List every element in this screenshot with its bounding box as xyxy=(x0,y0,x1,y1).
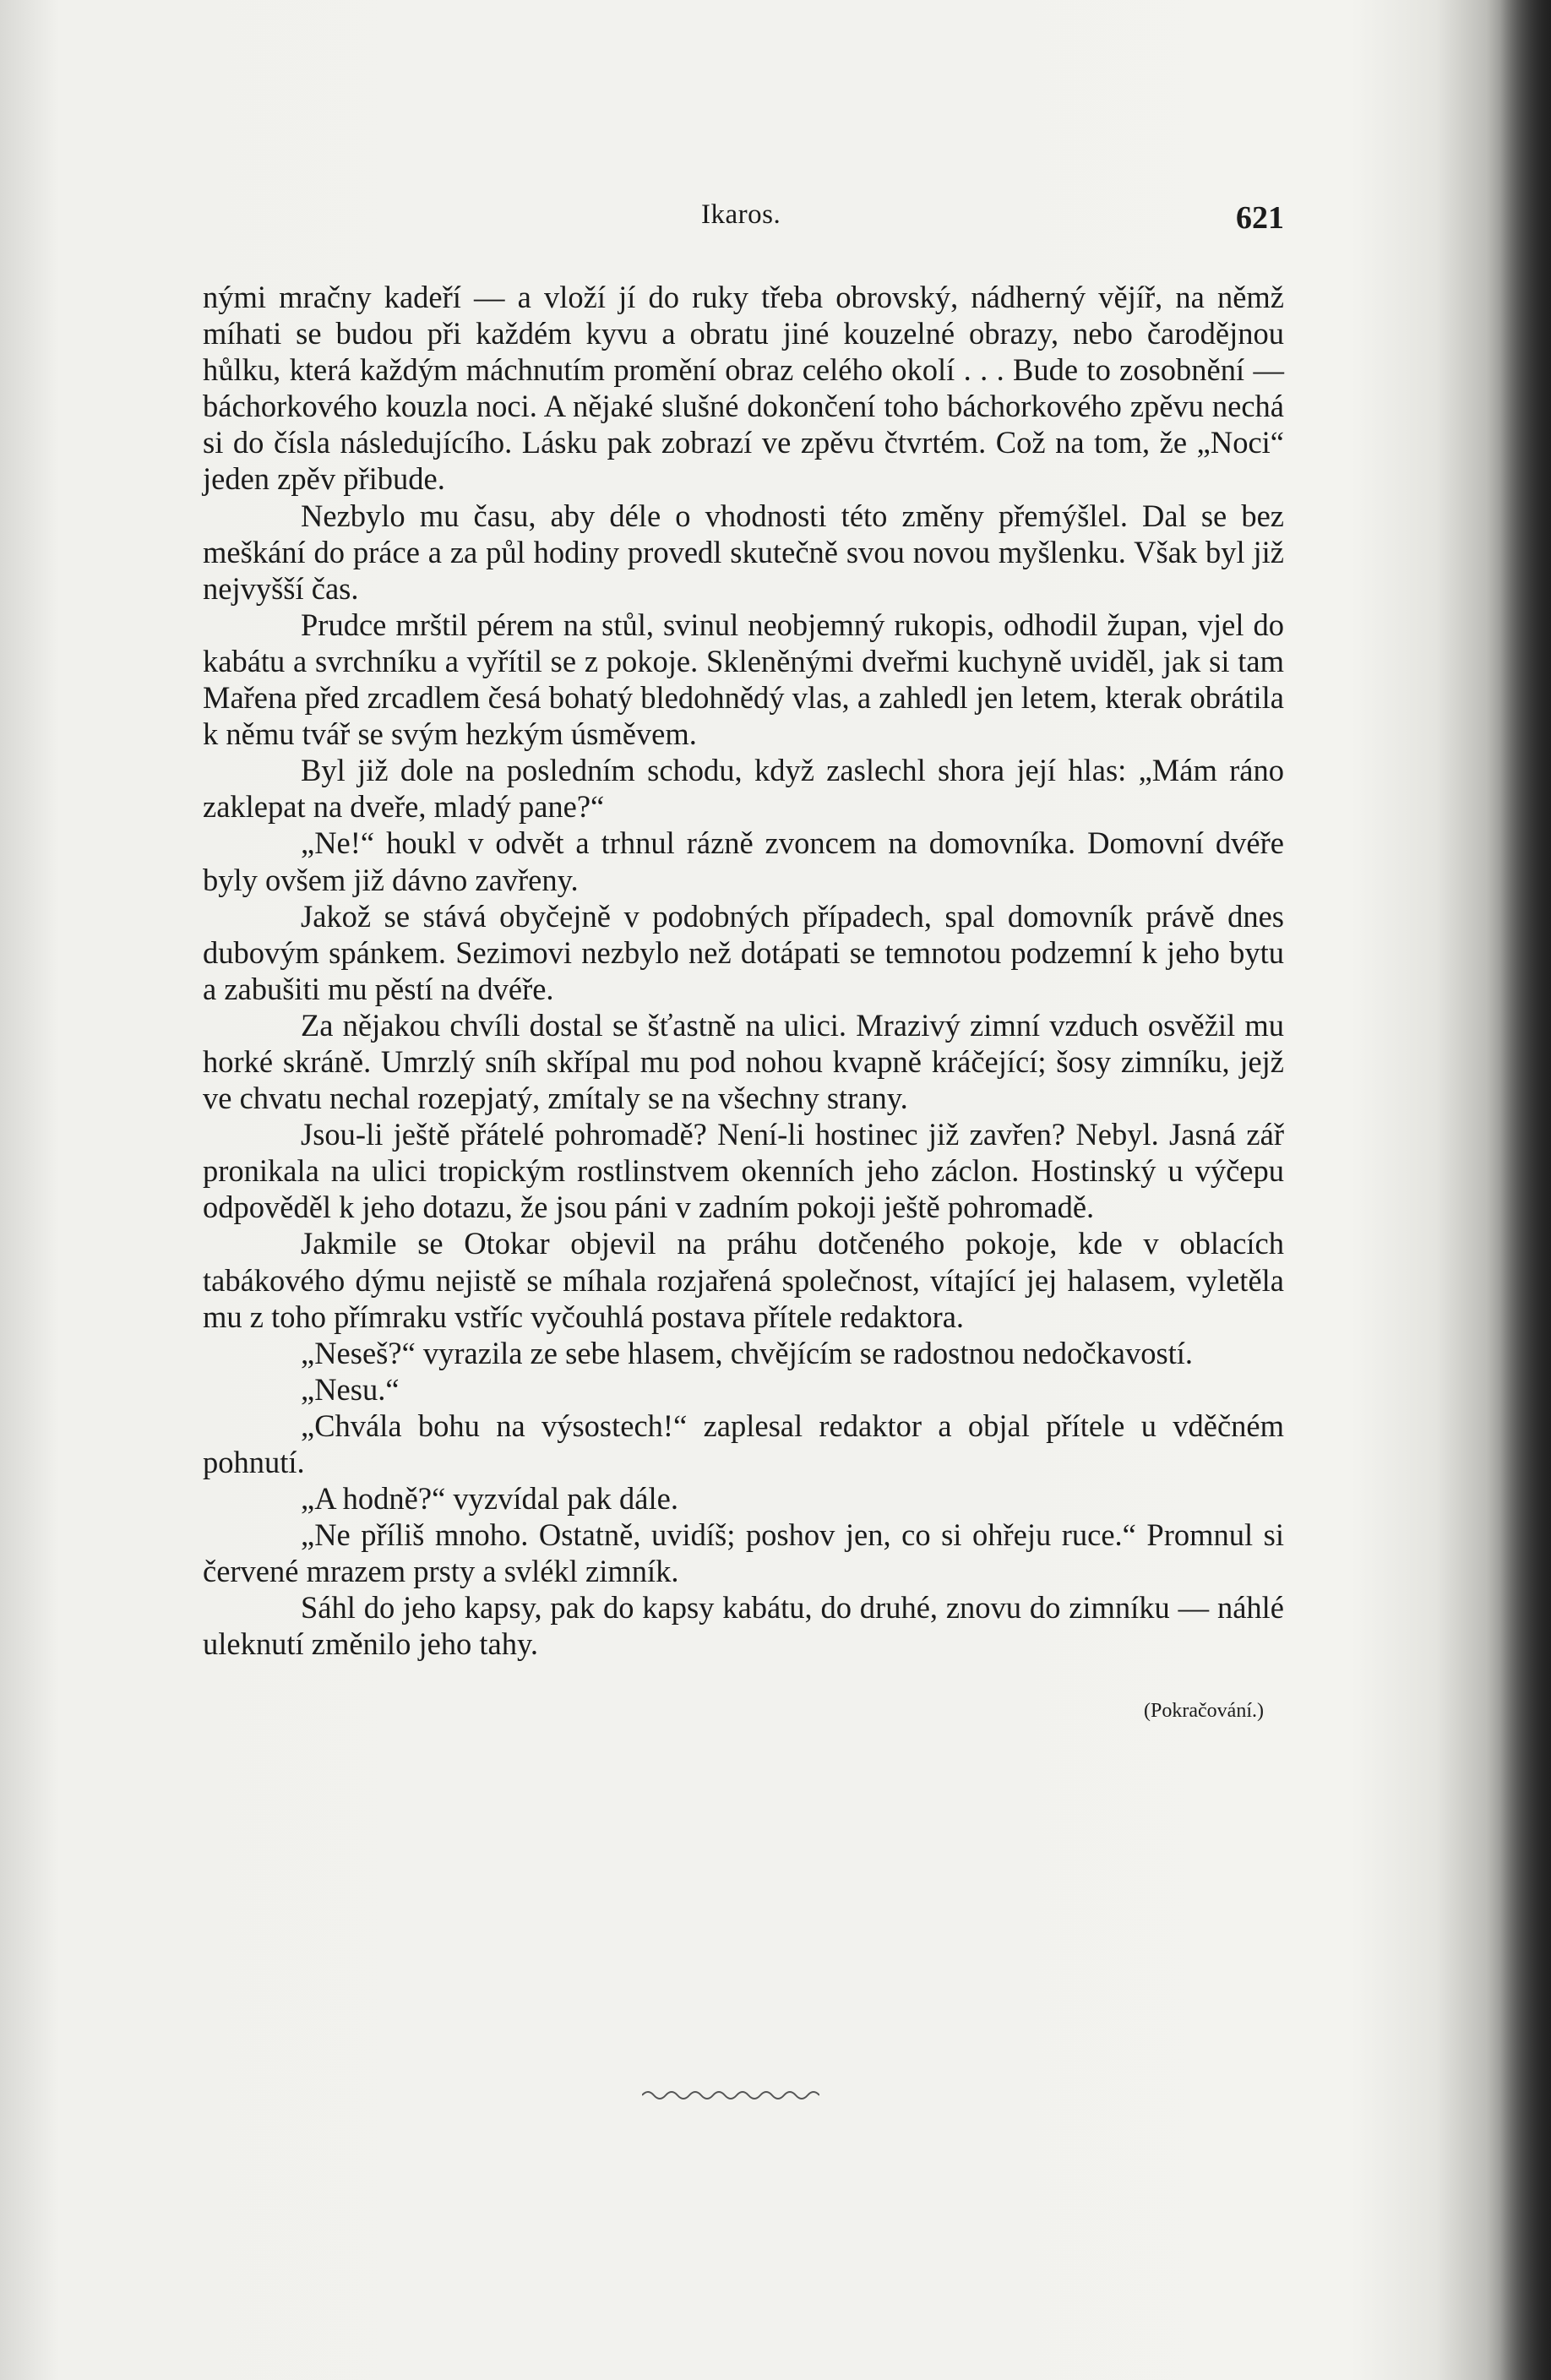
paragraph-1: nými mračny kadeří — a vloží jí do ruky třeba obrovský, nádherný vějíř, na němž míhati se budou při každém kyvu a obratu jiné kouzelné obrazy, nebo čarodějnou hůlku, která každým máchnutím promění obraz celého okolí . . . Bude to zosobnění — báchorkového kouzla noci. A nějaké slušné dokončení toho báchorkového zpěvu nechá si do čísla následujícího. Lásku pak zobrazí ve zpěvu čtvrtém. Což na tom, že „Noci“ jeden zpěv přibude. xyxy=(203,280,1284,497)
paragraph-13: „A hodně?“ vyzvídal pak dále. xyxy=(301,1481,678,1517)
paragraph-4: Byl již dole na posledním schodu, když zaslechl shora její hlas: „Mám ráno zaklepat na dveře, mladý pane?“ xyxy=(203,753,1284,825)
ornament-svg xyxy=(642,2087,819,2104)
paragraph-10: „Neseš?“ vyrazila ze sebe hlasem, chvějícím se radostnou nedočkavostí. xyxy=(301,1335,1194,1370)
continuation-note: (Pokračování.) xyxy=(1144,1699,1264,1722)
body-text xyxy=(203,279,1284,1723)
page-header xyxy=(203,199,1284,242)
paragraph-5: „Ne!“ houkl v odvět a trhnul rázně zvoncem na domovníka. Domovní dvéře byly ovšem již dávno zavřeny. xyxy=(203,825,1284,897)
wavy-line-ornament-icon xyxy=(642,2087,819,2104)
running-title: Ikaros. xyxy=(701,199,781,230)
paragraph-11: „Nesu.“ xyxy=(301,1371,400,1407)
paragraph-2: Nezbylo mu času, aby déle o vhodnosti této změny přemýšlel. Dal se bez meškání do práce a za půl hodiny provedl skutečně svou novou myšlenku. Však byl již nejvyšší čas. xyxy=(203,498,1284,606)
paragraph-3: Prudce mrštil pérem na stůl, svinul neobjemný rukopis, odhodil župan, vjel do kabátu a svrchníku a vyřítil se z pokoje. Skleněnými dveřmi kuchyně uviděl, jak si tam Mařena před zrcadlem česá bohatý bledohnědý vlas, a zahledl jen letem, kterak obrátila k němu tvář se svým hezkým úsměvem. xyxy=(203,607,1284,752)
paragraph-6: Jakož se stává obyčejně v podobných případech, spal domovník právě dnes dubovým spánkem. Sezimovi nezbylo než dotápati se temnotou podzemní k jeho bytu a zabušiti mu pěstí na dvéře. xyxy=(203,898,1284,1006)
paragraph-14: „Ne příliš mnoho. Ostatně, uvidíš; poshov jen, co si ohřeju ruce.“ Promnul si červené mrazem prsty a svlékl zimník. xyxy=(203,1517,1284,1589)
page-number: 621 xyxy=(1236,200,1284,236)
paragraph-15: Sáhl do jeho kapsy, pak do kapsy kabátu, do druhé, znovu do zimníku — náhlé uleknutí změnilo jeho tahy. xyxy=(203,1590,1284,1662)
paragraph-7: Za nějakou chvíli dostal se šťastně na ulici. Mrazivý zimní vzduch osvěžil mu horké skráně. Umrzlý sníh skřípal mu pod nohou kvapně kráčející; šosy zimníku, jejž ve chvatu nechal rozepjatý, zmítaly se na všechny strany. xyxy=(203,1007,1284,1116)
paragraph-8: Jsou-li ještě přátelé pohromadě? Není-li hostinec již zavřen? Nebyl. Jasná zář pronikala na ulici tropickým rostlinstvem okenních jeho záclon. Hostinský u výčepu odpověděl k jeho dotazu, že jsou páni v zadním pokoji ještě pohromadě. xyxy=(203,1117,1284,1225)
binding-shadow xyxy=(1500,0,1551,2380)
paragraph-9: Jakmile se Otokar objevil na práhu dotčeného pokoje, kde v oblacích tabákového dýmu nejistě se míhala rozjařená společnost, vítající jej halasem, vyletěla mu z toho přímraku vstříc vyčouhlá postava přítele redaktora. xyxy=(203,1226,1284,1334)
paragraph-12: „Chvála bohu na výsostech!“ zaplesal redaktor a objal přítele u vděčném pohnutí. xyxy=(203,1408,1284,1479)
